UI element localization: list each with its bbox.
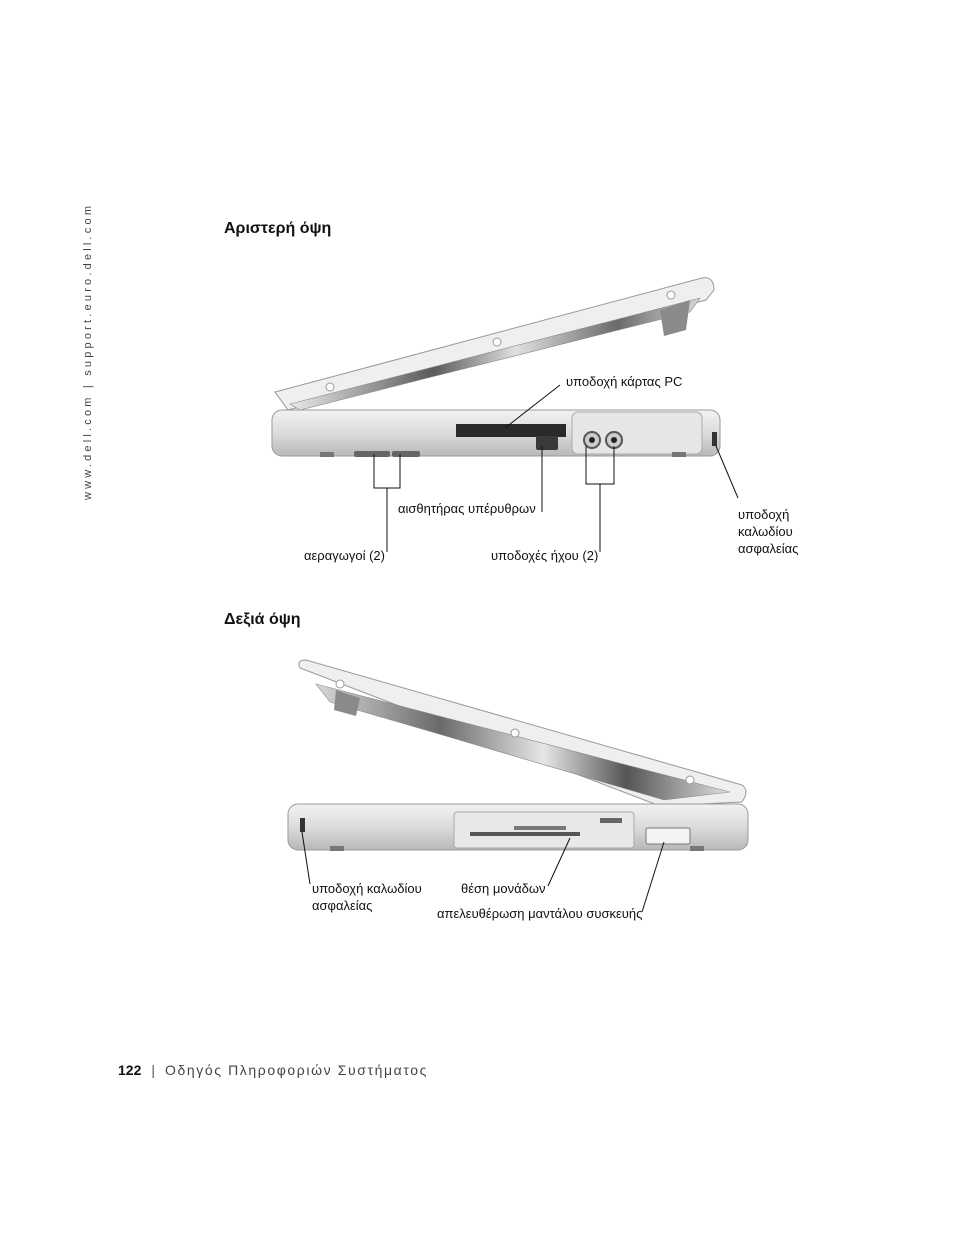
right-lid [299,660,746,806]
device-latch-release [646,828,690,844]
pc-card-slot-label: υποδοχή κάρτας PC [566,374,683,389]
page-footer [118,1062,428,1078]
security-slot-right-line2: ασφαλείας [312,898,373,913]
left-view-heading: Αριστερή όψη [224,220,332,237]
security-slot-label-line1: υποδοχή [738,507,790,522]
module-bay [470,832,580,836]
security-slot-right [300,818,305,832]
footer-separator: | [151,1062,155,1078]
security-slot-right-line1: υποδοχή καλωδίου [312,881,422,896]
guide-title: Οδηγός Πληροφοριών Συστήματος [165,1062,428,1078]
module-bay-label: θέση μονάδων [461,881,546,896]
infrared-sensor-label: αισθητήρας υπέρυθρων [398,501,536,516]
security-slot-label-right [312,880,422,914]
security-slot-label-line3: ασφαλείας [738,541,799,556]
side-url: www.dell.com | support.euro.dell.com [82,202,94,500]
security-slot-label-line2: καλωδίου [738,524,793,539]
audio-jacks-label: υποδοχές ήχου (2) [491,548,599,563]
air-vents-label: αεραγωγοί (2) [304,548,385,563]
device-latch-release-label: απελευθέρωση μαντάλου συσκευής [437,906,643,921]
right-view-heading: Δεξιά όψη [224,611,301,628]
page-number: 122 [118,1062,142,1078]
